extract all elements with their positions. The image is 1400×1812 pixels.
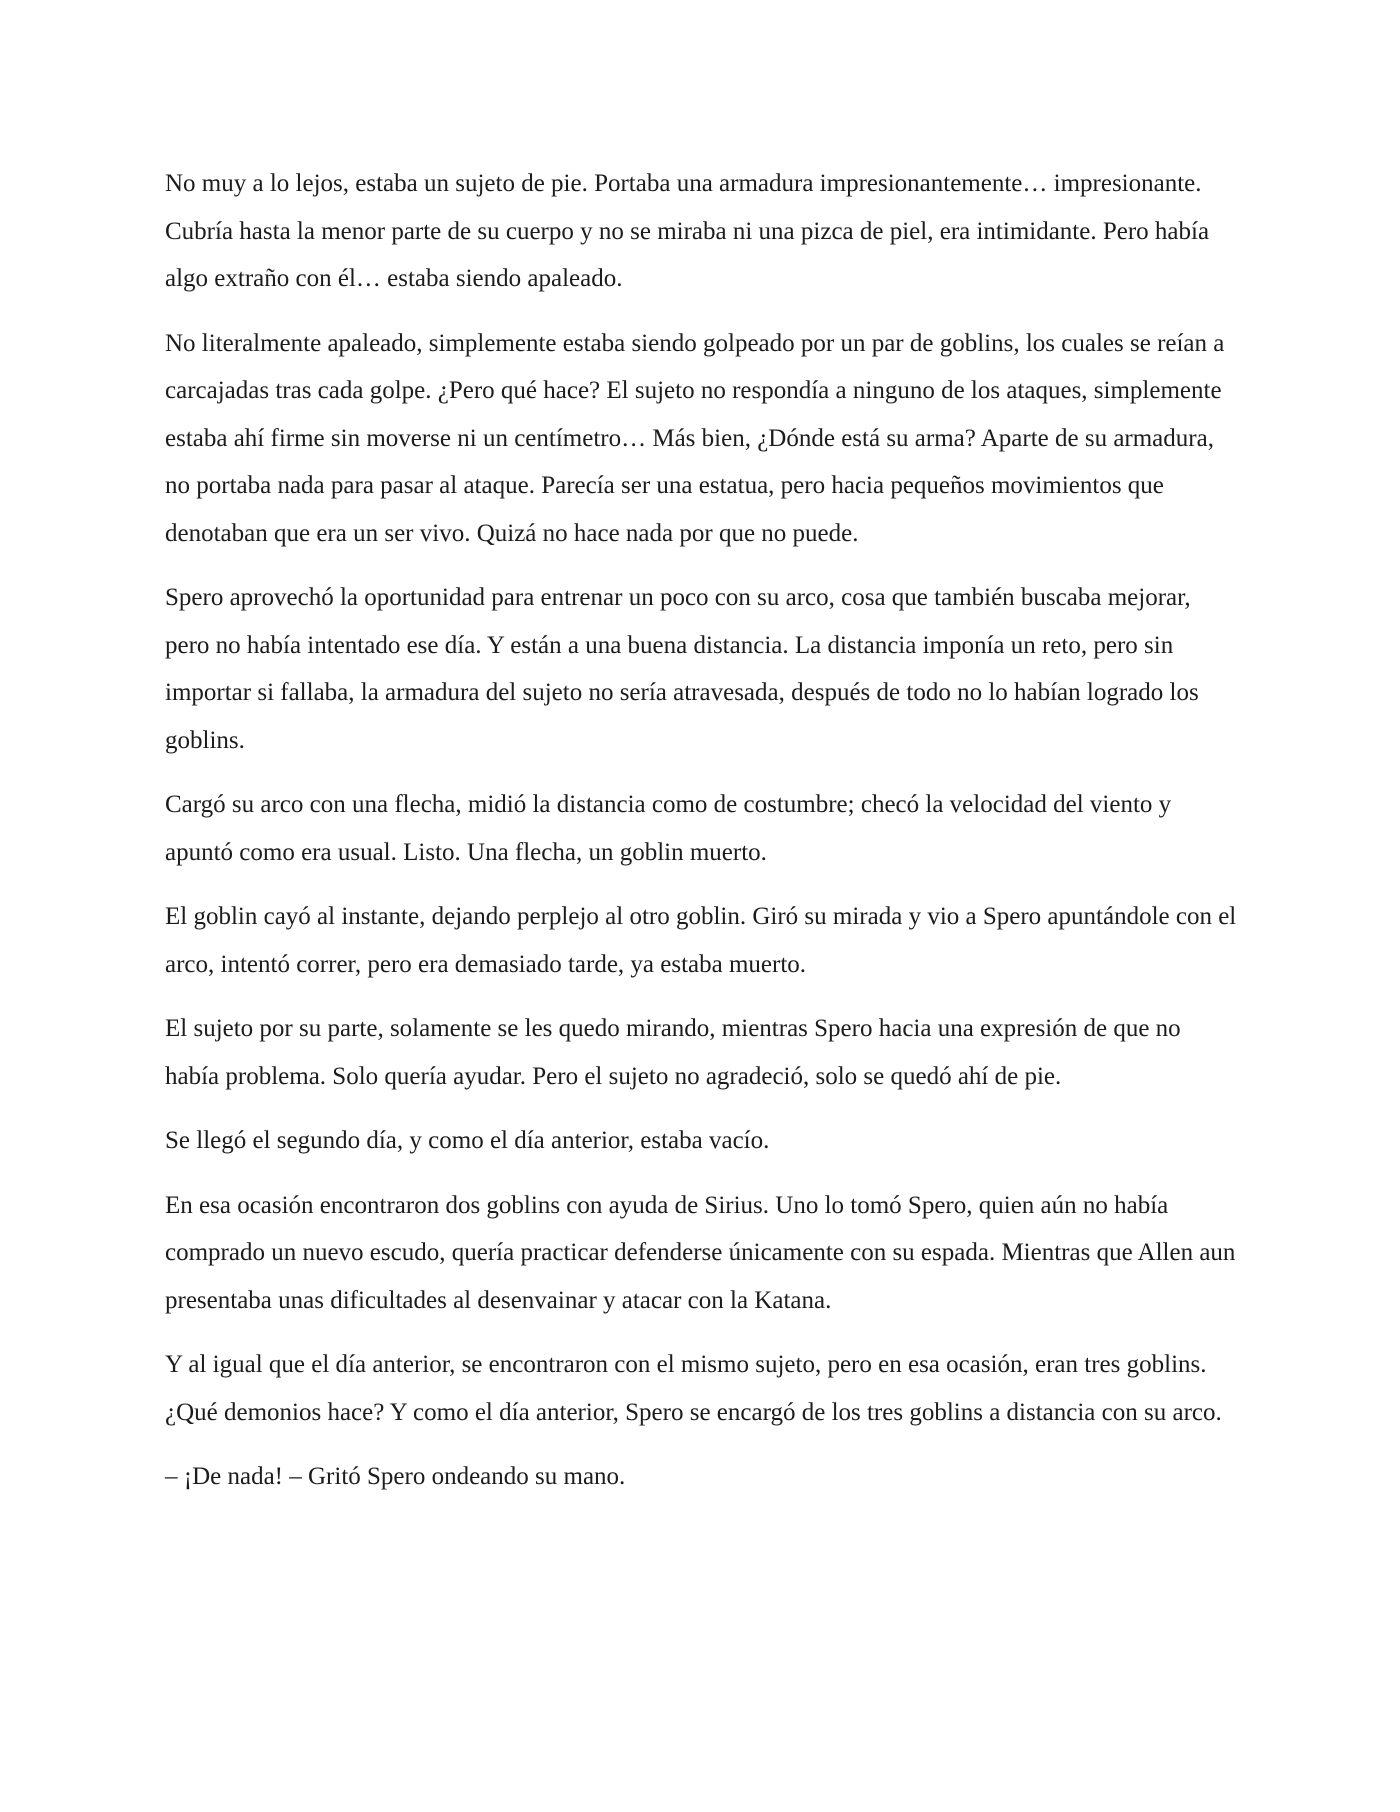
- paragraph-8: En esa ocasión encontraron dos goblins con ayuda de Sirius. Uno lo tomó Spero, quien aún no había comprado un nuevo escudo, quería practicar defenderse únicamente con su espada. Mientras que Allen aun presentaba unas dificultades al desenvainar y atacar con la Katana.: [165, 1191, 1236, 1314]
- paragraph-1: No muy a lo lejos, estaba un sujeto de pie. Portaba una armadura impresionantemente… impresionante. Cubría hasta la menor parte de su cuerpo y no se miraba ni una pizca de piel, era intimidante. Pero había algo extraño con él… estaba siendo apaleado.: [165, 170, 1210, 292]
- paragraph-6: El sujeto por su parte, solamente se les quedo mirando, mientras Spero hacia una expresión de que no había problema. Solo quería ayudar. Pero el sujeto no agradeció, solo se quedó ahí de pie.: [165, 1015, 1181, 1090]
- paragraph-7: Se llegó el segundo día, y como el día anterior, estaba vacío.: [165, 1127, 770, 1154]
- paragraph-2: No literalmente apaleado, simplemente estaba siendo golpeado por un par de goblins, los cuales se reían a carcajadas tras cada golpe. ¿Pero qué hace? El sujeto no respondía a ninguno de los ataques, simplemente estaba ahí firme sin moverse ni un centímetro… Más bien, ¿Dónde está su arma? Aparte de su armadura, no portaba nada para pasar al ataque. Parecía ser una estatua, pero hacia pequeños movimientos que denotaban que era un ser vivo. Quizá no hace nada por que no puede.: [165, 329, 1225, 547]
- document-body: [165, 160, 1240, 1501]
- paragraph-3: Spero aprovechó la oportunidad para entrenar un poco con su arco, cosa que también buscaba mejorar, pero no había intentado ese día. Y están a una buena distancia. La distancia imponía un reto, pero sin importar si fallaba, la armadura del sujeto no sería atravesada, después de todo no lo habían logrado los goblins.: [165, 584, 1199, 754]
- paragraph-5: El goblin cayó al instante, dejando perplejo al otro goblin. Giró su mirada y vio a Spero apuntándole con el arco, intentó correr, pero era demasiado tarde, ya estaba muerto.: [165, 903, 1237, 978]
- paragraph-4: Cargó su arco con una flecha, midió la distancia como de costumbre; checó la velocidad del viento y apuntó como era usual. Listo. Una flecha, un goblin muerto.: [165, 791, 1172, 866]
- paragraph-9: Y al igual que el día anterior, se encontraron con el mismo sujeto, pero en esa ocasión, eran tres goblins. ¿Qué demonios hace? Y como el día anterior, Spero se encargó de los tres goblins a distancia con su arco.: [165, 1351, 1222, 1426]
- paragraph-10: – ¡De nada! – Gritó Spero ondeando su mano.: [165, 1463, 626, 1490]
